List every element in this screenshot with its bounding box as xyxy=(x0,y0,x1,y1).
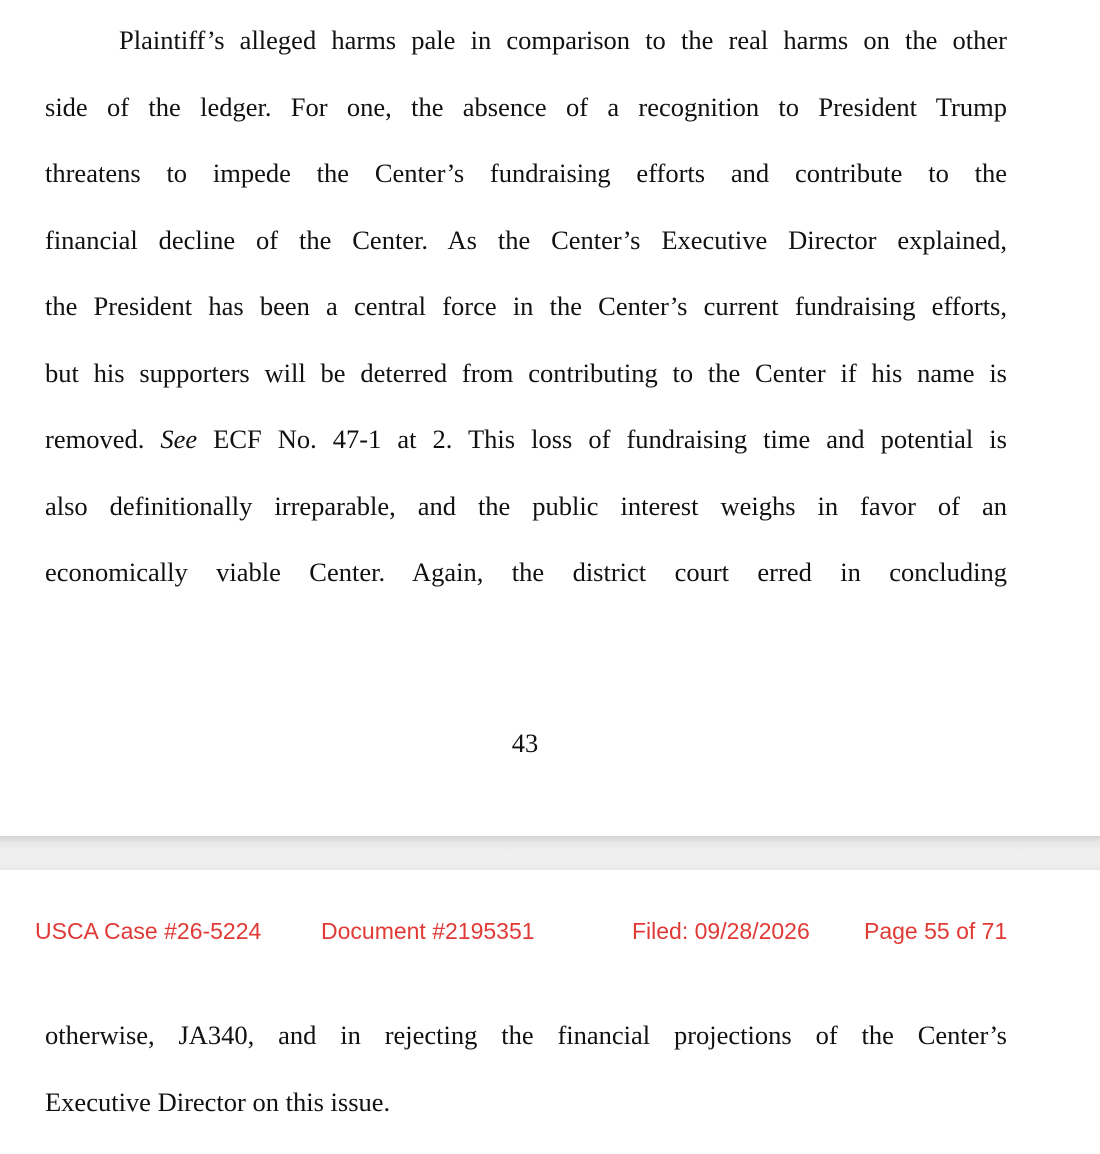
case-number: USCA Case #26-5224 xyxy=(35,918,262,944)
body-paragraph xyxy=(45,7,1007,606)
document-number: Document #2195351 xyxy=(321,918,535,944)
text-segment: removed. xyxy=(45,424,161,454)
page-indicator: Page 55 of 71 xyxy=(864,918,1008,944)
text-line: threatens to impede the Center’s fundraising efforts and contribute to the xyxy=(45,158,1007,188)
text-line: Plaintiff’s alleged harms pale in comparison to the real harms on the other xyxy=(119,25,1007,55)
continued-paragraph xyxy=(45,1002,1007,1135)
citation-signal: See xyxy=(160,424,198,454)
text-line: otherwise, JA340, and in rejecting the financial projections of the Center’s xyxy=(45,1020,1007,1050)
text-line: financial decline of the Center. As the Center’s Executive Director explained, xyxy=(45,224,1007,255)
text-line: the President has been a central force in the Center’s current fundraising efforts, xyxy=(45,291,1007,321)
text-line: economically viable Center. Again, the district court erred in concluding xyxy=(45,557,1007,587)
text-segment: ECF No. 47-1 at 2. This loss of fundraising time and potential is xyxy=(197,424,1007,454)
page-separator xyxy=(0,836,1100,870)
text-line: side of the ledger. For one, the absence of a recognition to President Trump xyxy=(45,91,1007,122)
filed-date: Filed: 09/28/2026 xyxy=(632,918,810,944)
text-line xyxy=(45,406,1007,473)
page-number: 43 xyxy=(511,728,539,758)
text-line: also definitionally irreparable, and the public interest weighs in favor of an xyxy=(45,490,1007,521)
text-line: Executive Director on this issue. xyxy=(45,1086,391,1117)
text-line: but his supporters will be deterred from contributing to the Center if his name is xyxy=(45,357,1007,388)
